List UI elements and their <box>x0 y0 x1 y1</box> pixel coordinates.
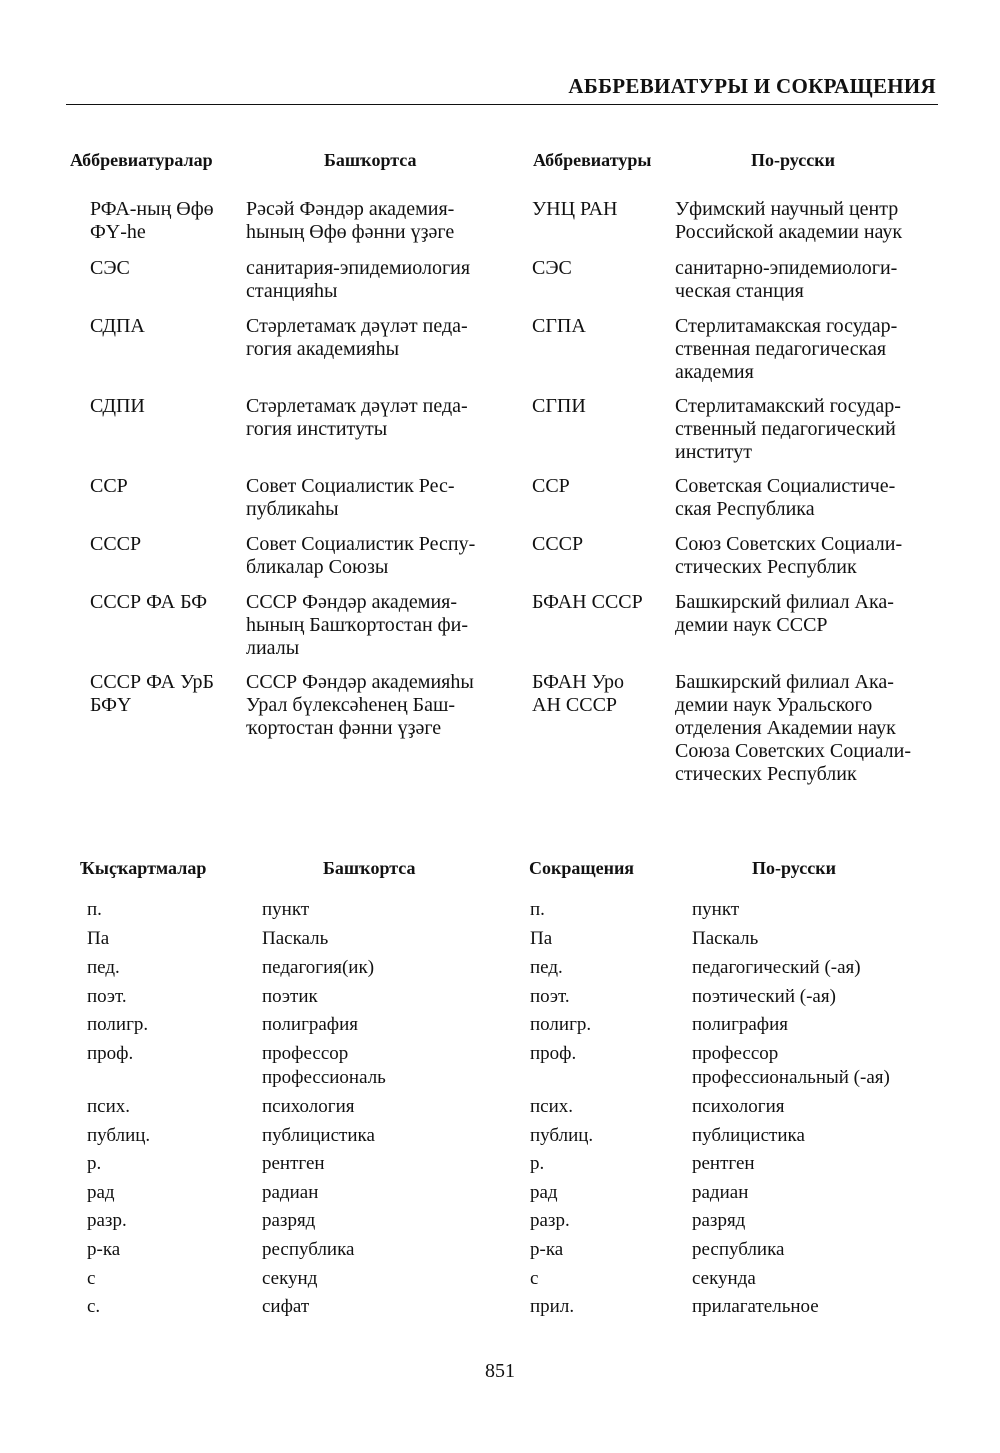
cell-line: проф. <box>87 1043 134 1064</box>
table2-cell-r4-c2 <box>262 985 318 1009</box>
table2-cell-r3-c2 <box>262 956 374 980</box>
table2-cell-r2-c2 <box>262 927 328 951</box>
table1-header-col4: По-русски <box>751 150 835 170</box>
cell-line: отделения Академии наук <box>675 717 896 739</box>
cell-line: Стерлитамакский государ- <box>675 395 901 417</box>
table2-cell-r14-c3 <box>530 1295 574 1319</box>
cell-line: с <box>530 1268 539 1289</box>
table1-cell-r1-c1 <box>90 198 214 244</box>
page-header <box>66 74 938 105</box>
cell-line: р. <box>530 1153 545 1174</box>
table1-cell-r4-c1 <box>90 395 145 418</box>
cell-line: поэт. <box>530 986 570 1007</box>
cell-line: с <box>87 1268 96 1289</box>
cell-line: УНЦ РАН <box>532 198 618 220</box>
cell-line: гогия институты <box>246 418 388 440</box>
cell-line: рад <box>530 1182 558 1203</box>
cell-line: рад <box>87 1182 115 1203</box>
table2-cell-r10-c4 <box>692 1181 748 1205</box>
cell-line: радиан <box>692 1182 749 1203</box>
table1-cell-r6-c1 <box>90 533 141 556</box>
cell-line: разр. <box>87 1210 127 1231</box>
table2-cell-r5-c3 <box>530 1013 591 1037</box>
table2-header-col3: Сокращения <box>529 858 635 878</box>
cell-line: пункт <box>692 899 740 920</box>
cell-line: БФАН Уро <box>532 671 625 693</box>
cell-line: Стәрлетамаҡ дәүләт педа- <box>246 315 468 337</box>
cell-line: поэтик <box>262 986 318 1007</box>
table2-cell-r9-c3 <box>530 1152 544 1176</box>
cell-line: ческая станция <box>675 280 804 302</box>
cell-line: Российской академии наук <box>675 221 903 243</box>
table1-cell-r2-c2 <box>246 257 470 303</box>
table1-cell-r2-c4 <box>675 257 897 303</box>
cell-line: институт <box>675 441 752 463</box>
table2-cell-r6-c3 <box>530 1042 576 1066</box>
cell-line: п. <box>530 899 545 920</box>
table2-cell-r4-c1 <box>87 985 127 1009</box>
cell-line: публицистика <box>692 1125 805 1146</box>
table1-cell-r4-c3 <box>532 395 586 418</box>
cell-line: СССР <box>90 533 142 555</box>
table2-cell-r11-c2 <box>262 1209 315 1233</box>
table1-cell-r4-c4 <box>675 395 901 464</box>
cell-line: разр. <box>530 1210 570 1231</box>
cell-line: ССР <box>532 475 570 497</box>
table1-cell-r5-c2 <box>246 475 455 521</box>
cell-line: БФҮ <box>90 694 132 716</box>
cell-line: профессор <box>692 1043 779 1064</box>
table2-header-col1: Ҡыҫҡартмалар <box>80 858 207 878</box>
cell-line: лиалы <box>246 637 300 659</box>
table2-cell-r7-c2 <box>262 1095 354 1119</box>
cell-line: р. <box>87 1153 102 1174</box>
cell-line: санитарно-эпидемиологи- <box>675 257 898 279</box>
cell-line: публикаһы <box>246 498 339 520</box>
cell-line: пед. <box>530 957 563 978</box>
cell-line: бликалар Союзы <box>246 556 389 578</box>
cell-line: һының Башҡортостан фи- <box>246 614 468 636</box>
table1-cell-r3-c1 <box>90 315 145 338</box>
table1-header-col2: Башҡортса <box>324 150 417 170</box>
table2-cell-r13-c4 <box>692 1267 756 1291</box>
table2-cell-r7-c1 <box>87 1095 130 1119</box>
cell-line: академия <box>675 361 754 383</box>
table2-cell-r9-c1 <box>87 1152 101 1176</box>
cell-line: республика <box>692 1239 785 1260</box>
table1-cell-r3-c3 <box>532 315 586 338</box>
cell-line: публиц. <box>530 1125 594 1146</box>
cell-line: разряд <box>692 1210 746 1231</box>
table1-cell-r6-c4 <box>675 533 902 579</box>
table1-cell-r5-c4 <box>675 475 895 521</box>
table1-cell-r8-c2 <box>246 671 474 740</box>
table1-cell-r6-c3 <box>532 533 583 556</box>
cell-line: р-ка <box>87 1239 121 1260</box>
table1-cell-r7-c3 <box>532 591 643 614</box>
table2-cell-r6-c4 <box>692 1042 890 1090</box>
table2-cell-r11-c4 <box>692 1209 745 1233</box>
cell-line: АН СССР <box>532 694 618 716</box>
table2-cell-r8-c2 <box>262 1124 375 1148</box>
table2-cell-r2-c4 <box>692 927 758 951</box>
table2-cell-r14-c4 <box>692 1295 819 1319</box>
cell-line: псих. <box>530 1096 574 1117</box>
table2-cell-r6-c1 <box>87 1042 133 1066</box>
table2-cell-r12-c2 <box>262 1238 354 1262</box>
table2-cell-r1-c1 <box>87 898 102 922</box>
cell-line: СГПИ <box>532 395 586 417</box>
cell-line: проф. <box>530 1043 577 1064</box>
table1-cell-r7-c4 <box>675 591 894 637</box>
table2-cell-r3-c1 <box>87 956 120 980</box>
cell-line: полигр. <box>87 1014 149 1035</box>
cell-line: Башкирский филиал Ака- <box>675 591 894 613</box>
table2-cell-r5-c2 <box>262 1013 358 1037</box>
cell-line: педагогия(ик) <box>262 957 375 978</box>
table2-cell-r13-c1 <box>87 1267 95 1291</box>
cell-line: СССР Фәндәр академияһы <box>246 671 474 693</box>
cell-line: р-ка <box>530 1239 564 1260</box>
table2-cell-r7-c4 <box>692 1095 784 1119</box>
cell-line: Урал бүлексәһенең Баш- <box>246 694 456 716</box>
cell-line: РФА-ның Өфө <box>90 198 214 220</box>
cell-line: пед. <box>87 957 120 978</box>
cell-line: публицистика <box>262 1125 375 1146</box>
table2-cell-r5-c4 <box>692 1013 788 1037</box>
table2-cell-r13-c3 <box>530 1267 538 1291</box>
cell-line: ССР <box>90 475 128 497</box>
cell-line: ственная педагогическая <box>675 338 887 360</box>
table1-cell-r3-c4 <box>675 315 897 384</box>
cell-line: псих. <box>87 1096 131 1117</box>
cell-line: ственный педагогический <box>675 418 896 440</box>
cell-line: рентген <box>262 1153 325 1174</box>
cell-line: Союза Советских Социали- <box>675 740 912 762</box>
cell-line: станцияһы <box>246 280 338 302</box>
cell-line: разряд <box>262 1210 316 1231</box>
table2-cell-r12-c1 <box>87 1238 120 1262</box>
cell-line: радиан <box>262 1182 319 1203</box>
cell-line: СЭС <box>90 257 130 279</box>
cell-line: һының Өфө фәнни үҙәге <box>246 221 455 243</box>
cell-line: Рәсәй Фәндәр академия- <box>246 198 455 220</box>
cell-line: профессор <box>262 1043 349 1064</box>
cell-line: сифат <box>262 1296 310 1317</box>
table2-header-col4: По-русски <box>752 858 836 878</box>
cell-line: педагогический (-ая) <box>692 957 861 978</box>
table1-cell-r8-c4 <box>675 671 911 786</box>
table2-cell-r14-c1 <box>87 1295 100 1319</box>
table1-cell-r6-c2 <box>246 533 475 579</box>
cell-line: Совет Социалистик Рес- <box>246 475 455 497</box>
table2-cell-r11-c1 <box>87 1209 127 1233</box>
cell-line: прилагательное <box>692 1296 819 1317</box>
cell-line: Стәрлетамаҡ дәүләт педа- <box>246 395 468 417</box>
table1-cell-r5-c1 <box>90 475 128 498</box>
table2-cell-r1-c2 <box>262 898 309 922</box>
table1-cell-r2-c1 <box>90 257 130 280</box>
table2-cell-r1-c3 <box>530 898 545 922</box>
cell-line: ская Республика <box>675 498 815 520</box>
table2-cell-r2-c3 <box>530 927 552 951</box>
cell-line: демии наук Уральского <box>675 694 873 716</box>
cell-line: демии наук СССР <box>675 614 828 636</box>
cell-line: профессиональ <box>262 1067 386 1088</box>
cell-line: с. <box>87 1296 101 1317</box>
table1-cell-r2-c3 <box>532 257 572 280</box>
cell-line: Советская Социалистиче- <box>675 475 896 497</box>
cell-line: профессиональный (-ая) <box>692 1067 890 1088</box>
table2-cell-r14-c2 <box>262 1295 309 1319</box>
table1-cell-r3-c2 <box>246 315 468 361</box>
cell-line: стических Республик <box>675 763 857 785</box>
cell-line: ФҮ-һе <box>90 221 146 243</box>
cell-line: публиц. <box>87 1125 151 1146</box>
cell-line: СССР ФА УрБ <box>90 671 215 693</box>
table2-cell-r3-c3 <box>530 956 563 980</box>
cell-line: гогия академияһы <box>246 338 400 360</box>
page-number: 851 <box>485 1360 515 1382</box>
cell-line: психология <box>692 1096 785 1117</box>
table2-cell-r12-c3 <box>530 1238 563 1262</box>
table1-cell-r1-c4 <box>675 198 902 244</box>
cell-line: СССР Фәндәр академия- <box>246 591 458 613</box>
cell-line: поэт. <box>87 986 127 1007</box>
cell-line: СДПИ <box>90 395 145 417</box>
table1-cell-r8-c3 <box>532 671 624 717</box>
table2-cell-r12-c4 <box>692 1238 784 1262</box>
table2-cell-r4-c4 <box>692 985 836 1009</box>
cell-line: БФАН СССР <box>532 591 643 613</box>
cell-line: Уфимский научный центр <box>675 198 899 220</box>
cell-line: полиграфия <box>262 1014 359 1035</box>
cell-line: психология <box>262 1096 355 1117</box>
table2-cell-r9-c4 <box>692 1152 755 1176</box>
table2-header-col2: Башҡортса <box>323 858 416 878</box>
table2-cell-r8-c1 <box>87 1124 150 1148</box>
cell-line: полиграфия <box>692 1014 789 1035</box>
table2-cell-r5-c1 <box>87 1013 148 1037</box>
table2-cell-r2-c1 <box>87 927 109 951</box>
cell-line: стических Республик <box>675 556 857 578</box>
table2-cell-r3-c4 <box>692 956 861 980</box>
cell-line: СДПА <box>90 315 145 337</box>
table2-cell-r6-c2 <box>262 1042 386 1090</box>
page-header-title: АББРЕВИАТУРЫ И СОКРАЩЕНИЯ <box>568 74 936 98</box>
cell-line: санитария-эпидемиология <box>246 257 471 279</box>
cell-line: Башкирский филиал Ака- <box>675 671 894 693</box>
table1-cell-r5-c3 <box>532 475 570 498</box>
table1-cell-r1-c3 <box>532 198 618 221</box>
cell-line: секунд <box>262 1268 318 1289</box>
table2-cell-r8-c3 <box>530 1124 593 1148</box>
table2-cell-r9-c2 <box>262 1152 325 1176</box>
cell-line: Паскаль <box>692 928 759 949</box>
cell-line: поэтический (-ая) <box>692 986 836 1007</box>
cell-line: Па <box>530 928 553 949</box>
cell-line: прил. <box>530 1296 575 1317</box>
table2-cell-r7-c3 <box>530 1095 573 1119</box>
table1-cell-r7-c2 <box>246 591 468 660</box>
table2-cell-r10-c2 <box>262 1181 318 1205</box>
cell-line: СЭС <box>532 257 572 279</box>
table2-cell-r11-c3 <box>530 1209 570 1233</box>
cell-line: п. <box>87 899 102 920</box>
table1-cell-r4-c2 <box>246 395 468 441</box>
cell-line: рентген <box>692 1153 755 1174</box>
cell-line: секунда <box>692 1268 756 1289</box>
table2-cell-r1-c4 <box>692 898 739 922</box>
table2-cell-r10-c1 <box>87 1181 115 1205</box>
table1-cell-r1-c2 <box>246 198 454 244</box>
table2-cell-r4-c3 <box>530 985 570 1009</box>
cell-line: СССР ФА БФ <box>90 591 208 613</box>
cell-line: республика <box>262 1239 355 1260</box>
table1-cell-r7-c1 <box>90 591 207 614</box>
cell-line: полигр. <box>530 1014 592 1035</box>
table2-cell-r13-c2 <box>262 1267 317 1291</box>
cell-line: пункт <box>262 899 310 920</box>
cell-line: Совет Социалистик Респу- <box>246 533 476 555</box>
cell-line: СССР <box>532 533 584 555</box>
table2-cell-r8-c4 <box>692 1124 805 1148</box>
table1-cell-r8-c1 <box>90 671 214 717</box>
table1-header-col1: Аббревиатуралар <box>70 150 213 170</box>
table2-cell-r10-c3 <box>530 1181 558 1205</box>
cell-line: Стерлитамакская государ- <box>675 315 898 337</box>
cell-line: Союз Советских Социали- <box>675 533 903 555</box>
cell-line: Паскаль <box>262 928 329 949</box>
cell-line: СГПА <box>532 315 586 337</box>
cell-line: Па <box>87 928 110 949</box>
table1-header-col3: Аббревиатуры <box>533 150 652 170</box>
cell-line: ҡортостан фәнни үҙәге <box>246 717 442 739</box>
